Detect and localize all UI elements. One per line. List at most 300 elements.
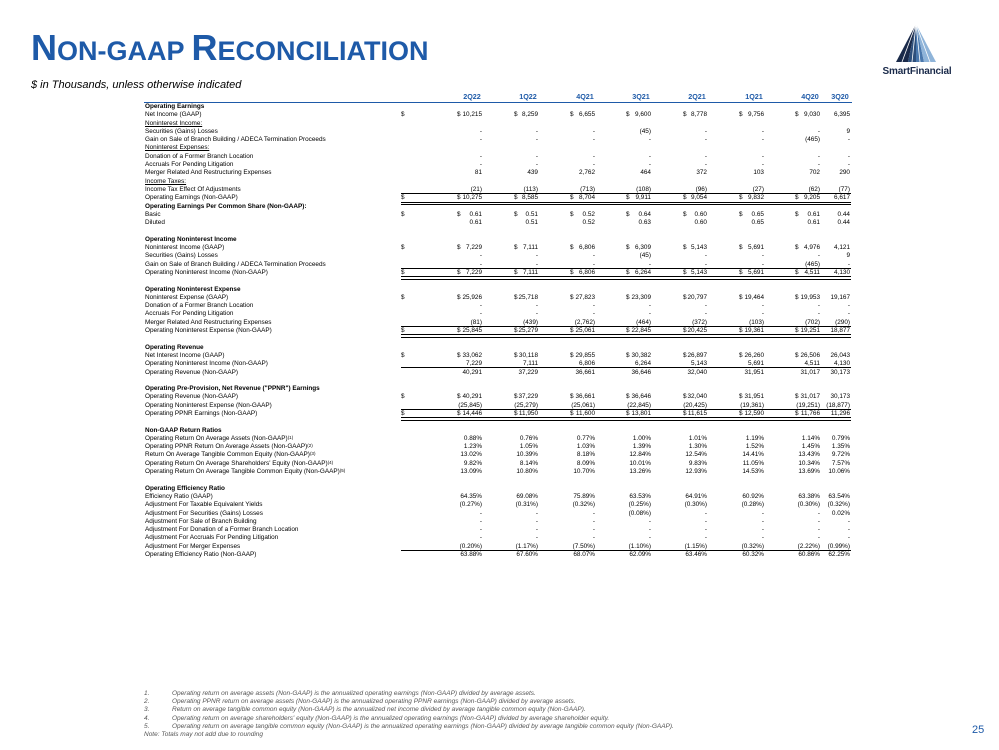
row-label: [145, 144, 209, 152]
cell-value: 9,030: [804, 111, 820, 119]
cell-value: (25,845): [458, 401, 482, 409]
table-row: [144, 377, 852, 385]
dollar-sign: $: [795, 111, 799, 119]
row-label-text: Donation of a Former Branch Location: [145, 152, 254, 160]
cell-value: -: [704, 152, 707, 160]
cell-value: 19,464: [744, 293, 764, 301]
table-row: [144, 261, 852, 269]
table-row: [144, 468, 852, 476]
cell-value: 5,691: [748, 268, 764, 276]
cell-value: 7,111: [522, 268, 538, 276]
cell-value: (96): [695, 185, 707, 193]
cell-value: 0.51: [525, 219, 538, 227]
dollar-sign: $: [626, 210, 630, 218]
cell-value: (1.15%): [684, 542, 707, 550]
table-row: [144, 460, 852, 468]
table-row: [144, 169, 852, 177]
row-label: [145, 393, 238, 401]
footnote: [144, 690, 964, 698]
cell-value: -: [535, 526, 538, 534]
cell-value: 8,704: [579, 194, 595, 202]
cell-value: -: [817, 302, 820, 310]
table-row: [144, 244, 852, 252]
cell-value: 1.03%: [576, 443, 595, 451]
cell-value: -: [479, 534, 482, 542]
dollar-sign: $: [683, 409, 687, 417]
row-label: [145, 468, 345, 476]
row-label: [145, 236, 237, 244]
cell-value: 7,229: [466, 360, 482, 368]
cell-value: 64.91%: [685, 492, 707, 500]
table-body: [144, 103, 852, 559]
row-label: [145, 169, 271, 177]
dollar-sign: $: [626, 351, 630, 359]
cell-value: 64.35%: [460, 492, 482, 500]
row-label: [145, 551, 256, 559]
cell-value: -: [704, 260, 707, 268]
cell-value: (0.32%): [827, 501, 850, 509]
cell-value: -: [648, 517, 651, 525]
row-label: [145, 385, 320, 393]
row-label: [145, 252, 218, 260]
cell-value: 0.65: [751, 210, 764, 218]
dollar-sign: $: [401, 409, 405, 417]
table-row: [144, 518, 852, 526]
row-label: [145, 327, 272, 335]
cell-value: -: [817, 127, 820, 135]
cell-value: 30,118: [518, 351, 538, 359]
cell-value: 60.32%: [742, 551, 764, 559]
dollar-sign: $: [626, 409, 630, 417]
cell-value: 1.23%: [463, 443, 482, 451]
row-label-text: Operating Noninterest Expense: [145, 285, 241, 293]
dollar-sign: $: [401, 327, 405, 335]
dollar-sign: $: [514, 111, 518, 119]
cell-value: -: [535, 161, 538, 169]
cell-value: 60.92%: [742, 492, 764, 500]
row-label: [145, 344, 204, 352]
cell-value: (464): [636, 318, 651, 326]
row-label: [145, 111, 201, 119]
cell-value: 10.70%: [573, 468, 595, 476]
row-label: [145, 427, 222, 435]
dollar-sign: $: [457, 268, 461, 276]
row-label-text: Noninterest Expense (GAAP): [145, 293, 229, 301]
cell-value: -: [648, 302, 651, 310]
row-label-text: Operating Efficiency Ratio: [145, 484, 225, 492]
cell-value: 8,585: [522, 194, 538, 202]
row-label-text: Gain on Sale of Branch Building / ADECA Termination Proceeds: [145, 136, 326, 144]
table-row: [144, 136, 852, 144]
cell-value: 0.51: [525, 210, 538, 218]
row-label-text: Operating Revenue: [145, 343, 204, 351]
row-label: [145, 451, 315, 459]
row-label-text: Operating Noninterest Income: [145, 235, 237, 243]
dollar-sign: $: [795, 244, 799, 252]
dollar-sign: $: [457, 293, 461, 301]
cell-value: (702): [805, 318, 820, 326]
cell-value: (7.50%): [572, 542, 595, 550]
dollar-sign: $: [401, 111, 405, 119]
footnote-number: 1.: [144, 690, 150, 697]
cell-value: (0.30%): [684, 501, 707, 509]
cell-value: 31,017: [800, 393, 820, 401]
table-row: [144, 393, 852, 401]
row-label-text: Income Tax Effect Of Adjustments: [145, 185, 241, 193]
dollar-sign: $: [570, 244, 574, 252]
row-label-text: Net Interest Income (GAAP): [145, 351, 225, 359]
table-row: [144, 443, 852, 451]
cell-value: -: [535, 302, 538, 310]
cell-value: 81: [474, 169, 482, 177]
cell-value: 29,855: [575, 351, 595, 359]
logo-mark-icon: [890, 22, 942, 64]
cell-value: 63.38%: [798, 492, 820, 500]
column-header: 1Q21: [745, 92, 763, 101]
dollar-sign: $: [570, 393, 574, 401]
cell-value: 4,976: [804, 244, 820, 252]
cell-value: 26,260: [744, 351, 764, 359]
row-label-text: Operating Earnings Per Common Share (Non-GAAP):: [145, 202, 307, 210]
cell-value: 4,511: [804, 360, 820, 368]
cell-value: (22,845): [627, 401, 651, 409]
cell-value: -: [592, 161, 595, 169]
cell-value: -: [817, 252, 820, 260]
cell-value: 8,778: [691, 111, 707, 119]
column-header: 4Q20: [801, 92, 819, 101]
cell-value: -: [479, 127, 482, 135]
row-label-text: Operating Revenue (Non-GAAP): [145, 393, 239, 401]
table-row: [144, 128, 852, 136]
row-label: [145, 510, 263, 518]
row-label: [145, 360, 268, 368]
cell-value: 13.26%: [629, 468, 651, 476]
dollar-sign: $: [626, 244, 630, 252]
table-row: [144, 277, 852, 285]
dollar-sign: $: [626, 268, 630, 276]
cell-value: 32,040: [687, 393, 707, 401]
section-header-row: [144, 485, 852, 493]
cell-value: 10.01%: [629, 459, 651, 467]
cell-value: 9.83%: [688, 459, 707, 467]
footnotes: [144, 690, 964, 739]
cell-value: -: [479, 302, 482, 310]
cell-value: 1.39%: [632, 443, 651, 451]
dollar-sign: $: [514, 244, 518, 252]
cell-value: 1.19%: [745, 434, 764, 442]
row-label-text: Adjustment For Merger Expenses: [145, 542, 241, 550]
row-label-text: Non-GAAP Return Ratios: [145, 426, 222, 434]
section-header-row: [144, 344, 852, 352]
cell-value: 25,718: [518, 293, 538, 301]
cell-value: -: [592, 260, 595, 268]
table-row: [144, 144, 852, 152]
cell-value: (21): [470, 185, 482, 193]
cell-value: 8.18%: [576, 451, 595, 459]
cell-value: (2,762): [574, 318, 595, 326]
cell-value: 0.60: [694, 210, 707, 218]
logo-text: SmartFinancial: [882, 66, 952, 77]
cell-value: 10.06%: [828, 468, 850, 476]
cell-value: 22,845: [631, 327, 651, 335]
cell-value: 4,511: [804, 268, 820, 276]
cell-value: -: [847, 534, 850, 542]
cell-value: 13.43%: [798, 451, 820, 459]
table-row: [144, 186, 852, 194]
row-label: [145, 178, 186, 186]
dollar-sign: $: [739, 111, 743, 119]
cell-value: 63.88%: [460, 551, 482, 559]
cell-value: -: [479, 310, 482, 318]
cell-value: -: [704, 127, 707, 135]
section-header-row: [144, 427, 852, 435]
cell-value: 6,806: [579, 244, 595, 252]
dollar-sign: $: [739, 409, 743, 417]
row-label: [145, 485, 225, 493]
row-label-text: Merger Related And Restructuring Expenses: [145, 318, 272, 326]
footnote-number: 4.: [144, 714, 150, 722]
table-row: [144, 269, 852, 277]
cell-value: -: [847, 302, 850, 310]
cell-value: (0.08%): [628, 509, 651, 517]
cell-value: 32,040: [687, 368, 707, 376]
row-label-text: Adjustment For Taxable Equivalent Yields: [145, 501, 263, 509]
cell-value: 13.69%: [798, 468, 820, 476]
cell-value: -: [535, 260, 538, 268]
dollar-sign: $: [795, 210, 799, 218]
cell-value: 4,130: [834, 360, 850, 368]
table-row: [144, 319, 852, 327]
page-number: 25: [972, 724, 985, 736]
dollar-sign: $: [739, 351, 743, 359]
row-label: [145, 402, 272, 410]
cell-value: 19,251: [800, 327, 820, 335]
cell-value: 30,382: [631, 351, 651, 359]
table-row: [144, 360, 852, 368]
row-label-text: Securities (Gains) Losses: [145, 252, 218, 260]
cell-value: -: [592, 136, 595, 144]
dollar-sign: $: [514, 268, 518, 276]
row-label-text: Accruals For Pending Litigation: [145, 310, 234, 318]
row-label: [145, 310, 233, 318]
cell-value: -: [761, 127, 764, 135]
cell-value: -: [761, 161, 764, 169]
cell-value: -: [592, 509, 595, 517]
cell-value: 4,121: [834, 244, 850, 252]
table-row: [144, 310, 852, 318]
row-label: [145, 103, 204, 111]
cell-value: -: [761, 526, 764, 534]
dollar-sign: $: [739, 194, 743, 202]
cell-value: 40,291: [462, 368, 482, 376]
dollar-sign: $: [401, 393, 405, 401]
row-label: [145, 244, 224, 252]
cell-value: 0.44: [837, 219, 850, 227]
cell-value: -: [847, 152, 850, 160]
cell-value: (19,361): [740, 401, 764, 409]
dollar-sign: $: [570, 327, 574, 335]
cell-value: 23,309: [631, 293, 651, 301]
cell-value: (0.20%): [459, 542, 482, 550]
dollar-sign: $: [626, 393, 630, 401]
cell-value: 9.82%: [463, 459, 482, 467]
cell-value: 37,229: [518, 368, 538, 376]
cell-value: 25,845: [462, 327, 482, 335]
cell-value: 6,617: [834, 194, 850, 202]
row-label: [145, 153, 253, 161]
dollar-sign: $: [514, 393, 518, 401]
footnote: [144, 715, 964, 723]
dollar-sign: $: [795, 327, 799, 335]
cell-value: 31,017: [800, 368, 820, 376]
dollar-sign: $: [401, 244, 405, 252]
table-row: [144, 194, 852, 202]
cell-value: (0.28%): [741, 501, 764, 509]
row-label-text: Operating Efficiency Ratio (Non-GAAP): [145, 551, 257, 559]
cell-value: 10.80%: [516, 468, 538, 476]
cell-value: 11,600: [575, 409, 595, 417]
row-label-text: Return On Average Tangible Common Equity (Non-GAAP): [145, 451, 310, 459]
dollar-sign: $: [626, 194, 630, 202]
cell-value: 1.05%: [519, 443, 538, 451]
row-label-text: Merger Related And Restructuring Expenses: [145, 169, 272, 177]
dollar-sign: $: [457, 327, 461, 335]
cell-value: -: [479, 136, 482, 144]
cell-value: 0.77%: [576, 434, 595, 442]
cell-value: 6,264: [635, 360, 651, 368]
row-label-text: Noninterest Income:: [145, 119, 203, 127]
cell-value: 31,951: [744, 393, 764, 401]
cell-value: -: [535, 310, 538, 318]
cell-value: 75.89%: [573, 492, 595, 500]
row-label: [145, 203, 307, 211]
cell-value: 7,229: [466, 244, 482, 252]
cell-value: -: [704, 534, 707, 542]
dollar-sign: $: [683, 327, 687, 335]
dollar-sign: $: [514, 327, 518, 335]
dollar-sign: $: [401, 268, 405, 276]
dollar-sign: $: [457, 351, 461, 359]
cell-value: 25,061: [575, 327, 595, 335]
cell-value: -: [648, 136, 651, 144]
cell-value: 0.52: [582, 210, 595, 218]
cell-value: 1.30%: [688, 443, 707, 451]
dollar-sign: $: [570, 194, 574, 202]
cell-value: 7,111: [522, 244, 538, 252]
cell-value: 1.45%: [801, 443, 820, 451]
footnote-ref: (2): [307, 443, 313, 449]
footnote-text: Operating PPNR return on average assets (Non-GAAP) is the annualized operating PPNR earnings (Non-GAAP) divided by average assets.: [172, 698, 576, 706]
footnote-text: Operating return on average shareholders' equity (Non-GAAP) is the annualized operating earnings (Non-GAAP) divided by average shareholder equity.: [172, 714, 610, 722]
cell-value: (439): [523, 318, 538, 326]
row-label: [145, 319, 271, 327]
cell-value: -: [704, 136, 707, 144]
row-label-text: Operating Noninterest Expense (Non-GAAP): [145, 401, 272, 409]
cell-value: -: [761, 517, 764, 525]
row-label: [145, 443, 313, 451]
table-row: [144, 294, 852, 302]
cell-value: 31,951: [744, 368, 764, 376]
dollar-sign: $: [570, 293, 574, 301]
row-label-text: Net Income (GAAP): [145, 111, 202, 119]
table-row: [144, 418, 852, 426]
row-label: [145, 369, 238, 377]
cell-value: 464: [640, 169, 651, 177]
cell-value: -: [817, 310, 820, 318]
cell-value: (0.30%): [797, 501, 820, 509]
cell-value: 5,691: [748, 360, 764, 368]
cell-value: -: [761, 302, 764, 310]
cell-value: 26,506: [800, 351, 820, 359]
cell-value: -: [847, 136, 850, 144]
table-row: [144, 435, 852, 443]
cell-value: -: [761, 534, 764, 542]
dollar-sign: $: [795, 351, 799, 359]
dollar-sign: $: [457, 111, 461, 119]
dollar-sign: $: [739, 327, 743, 335]
row-label-text: Noninterest Income (GAAP): [145, 244, 225, 252]
footnote: [144, 723, 964, 731]
footnote-text: Operating return on average tangible common equity (Non-GAAP) is the annualized operating earnings (Non-GAAP) divided by average tangible common equity (Non-GAAP).: [172, 722, 674, 730]
cell-value: 14.41%: [742, 451, 764, 459]
cell-value: 12,590: [744, 409, 764, 417]
cell-value: -: [592, 302, 595, 310]
cell-value: 10,275: [462, 194, 482, 202]
row-label-text: Income Taxes:: [145, 177, 187, 185]
cell-value: 0.63: [638, 219, 651, 227]
cell-value: 36,646: [631, 368, 651, 376]
dollar-sign: $: [514, 293, 518, 301]
cell-value: 439: [527, 169, 538, 177]
cell-value: -: [592, 310, 595, 318]
cell-value: -: [592, 152, 595, 160]
cell-value: 0.61: [469, 219, 482, 227]
table-row: [144, 501, 852, 509]
footnote-text: Return on average tangible common equity (Non-GAAP) is the annualized net income divided by average tangible common equity (Non-GAAP).: [172, 706, 586, 714]
footnote-ref: (1): [287, 434, 294, 440]
column-header: 1Q22: [519, 92, 537, 101]
table-row: [144, 178, 852, 186]
dollar-sign: $: [570, 351, 574, 359]
table-row: [144, 526, 852, 534]
table-row: [144, 227, 852, 235]
cell-value: (0.32%): [572, 501, 595, 509]
cell-value: 14,446: [462, 409, 482, 417]
dollar-sign: $: [626, 327, 630, 335]
dollar-sign: $: [683, 111, 687, 119]
cell-value: -: [847, 260, 850, 268]
cell-value: -: [479, 526, 482, 534]
row-label: [145, 493, 213, 501]
cell-value: -: [535, 152, 538, 160]
cell-value: 13,801: [631, 409, 651, 417]
row-label-text: Noninterest Expenses:: [145, 144, 210, 152]
dollar-sign: $: [457, 409, 461, 417]
column-header: 2Q21: [688, 92, 706, 101]
cell-value: (0.31%): [515, 501, 538, 509]
table-row: [144, 352, 852, 360]
dollar-sign: $: [683, 244, 687, 252]
cell-value: -: [847, 526, 850, 534]
cell-value: 9,756: [748, 111, 764, 119]
cell-value: 9: [846, 252, 850, 260]
dollar-sign: $: [683, 194, 687, 202]
cell-value: (0.99%): [827, 542, 850, 550]
cell-value: 25,926: [462, 293, 482, 301]
title-rest-2: ECONCILIATION: [217, 36, 429, 66]
dollar-sign: $: [457, 210, 461, 218]
row-label: [145, 534, 278, 542]
